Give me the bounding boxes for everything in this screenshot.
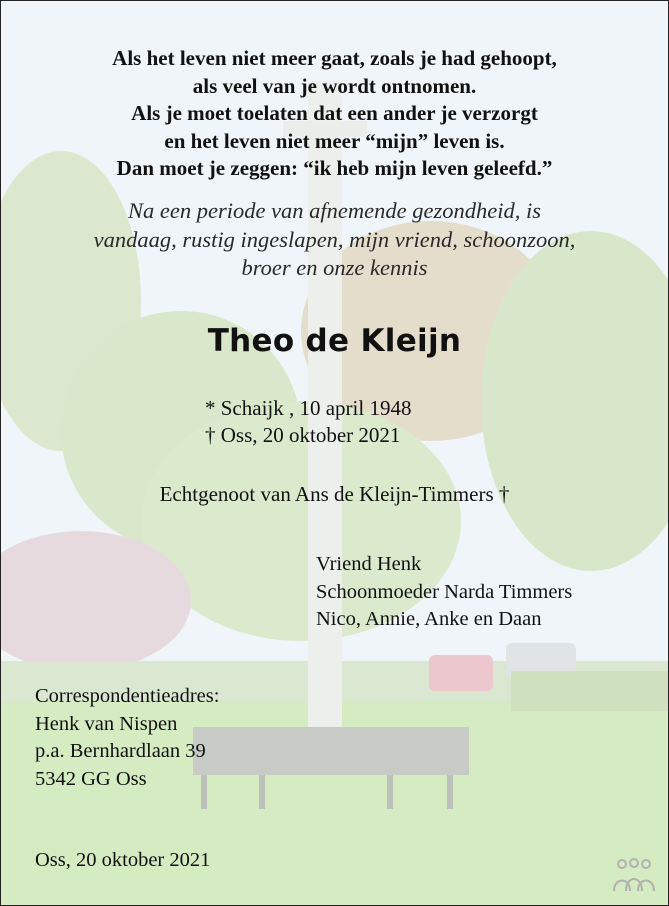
spouse-line: Echtgenoot van Ans de Kleijn-Timmers † (159, 482, 510, 506)
poem-line: Dan moet je zeggen: “ik heb mijn leven geleefd.” (116, 156, 553, 180)
correspondence-address (35, 683, 219, 793)
family-member: Schoonmoeder Narda Timmers (316, 580, 573, 603)
intro-text (1, 197, 668, 283)
death-date: † Oss, 20 oktober 2021 (205, 423, 401, 447)
address-heading: Correspondentieadres: (35, 685, 220, 707)
poem-line: en het leven niet meer “mijn” leven is. (164, 128, 505, 153)
family-list (316, 551, 572, 634)
poem-line: Als je moet toelaten dat een ander je verzorgt (131, 101, 538, 125)
intro-line: Na een periode van afnemende gezondheid, is (127, 198, 542, 223)
address-line: p.a. Bernhardlaan 39 (35, 740, 206, 762)
people-group-icon (610, 857, 658, 893)
poem-line: Als het leven niet meer gaat, zoals je had gehoopt, (112, 46, 557, 70)
poem (1, 45, 668, 183)
birth-date: * Schaijk , 10 april 1948 (205, 396, 412, 420)
intro-line: broer en onze kennis (241, 255, 428, 280)
place-and-date: Oss, 20 oktober 2021 (35, 849, 211, 871)
intro-line: vandaag, rustig ingeslapen, mijn vriend, schoonzoon, (93, 226, 576, 252)
address-line: 5342 GG Oss (35, 767, 147, 790)
family-member: Vriend Henk (316, 553, 422, 575)
life-dates (205, 395, 411, 449)
family-member: Nico, Annie, Anke en Daan (316, 608, 542, 630)
deceased-name: Theo de Kleijn (207, 323, 462, 359)
poem-line: als veel van je wordt ontnomen. (192, 73, 477, 98)
address-line: Henk van Nispen (35, 712, 178, 735)
